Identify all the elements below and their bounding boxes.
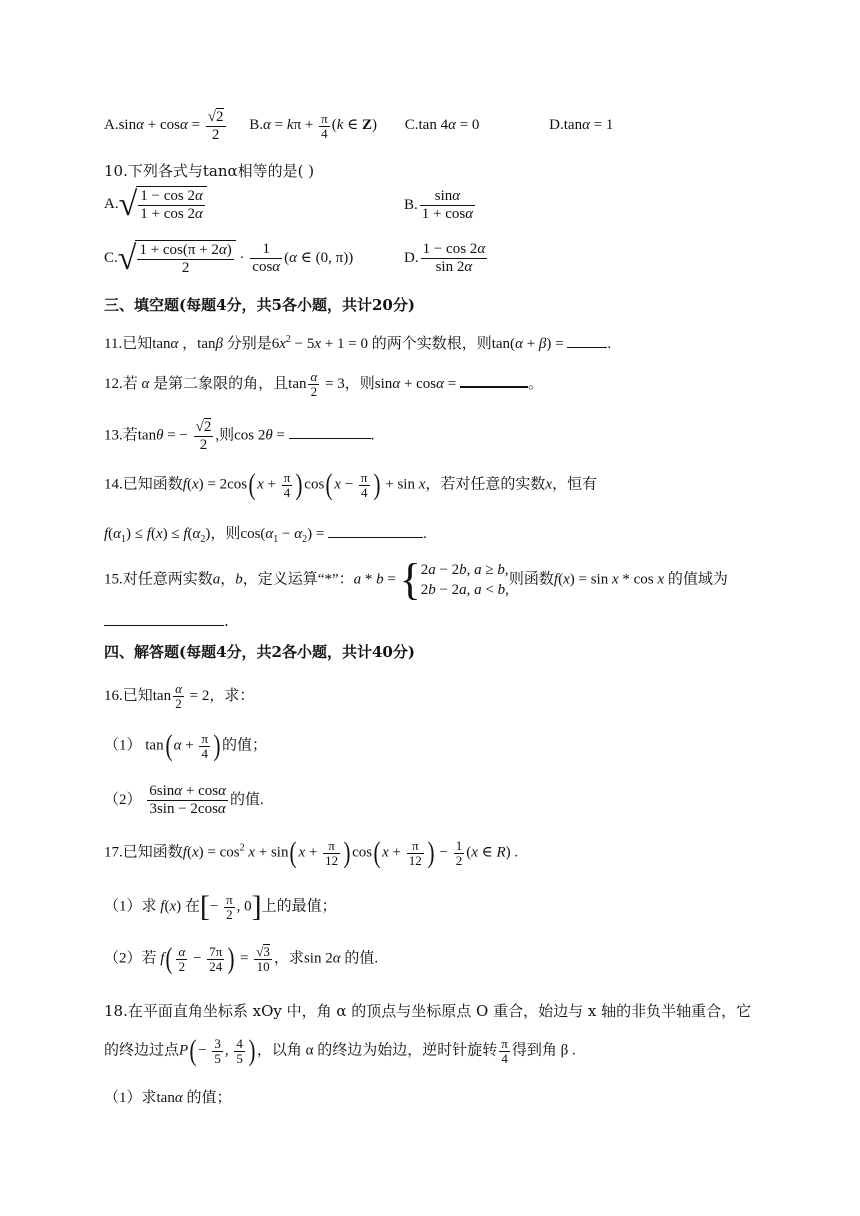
q16-stem: 16.已知tan $\frac{\alpha}{2}$ = 2，求： bbox=[104, 681, 255, 711]
q9-option-a: A.sinα + cosα = $\frac{√2}{2}$ bbox=[104, 109, 224, 143]
q9-options bbox=[104, 108, 613, 144]
q16-part1: （1） tan( α + $\frac{\pi}{4}$ ) 的值； bbox=[104, 729, 268, 762]
q10-option-d: D. $\frac{1 - \cos 2\alpha}{\sin 2\alpha}$ bbox=[404, 241, 486, 275]
q15-answer-blank: . bbox=[104, 612, 229, 630]
q16-part2: （2） $\frac{6\sin\alpha + \cos\alpha}{3\sin - 2\cos\alpha}$ 的值. bbox=[104, 783, 264, 817]
q15: 15.对任意两实数a，b，定义运算“*”：a * b = {2a − 2b, a ≥ b, 2b − 2a, a < b,则函数f(x) = sin x * cos x 的值域为 bbox=[104, 555, 728, 604]
q17-stem: 17.已知函数$f(x) = \cos^2 x + \sin$( x + $\frac{\pi}{12}$ ) cos( x + $\frac{\pi}{12}$ ) − $\frac{1}{2}$ (x ∈ R) . bbox=[104, 836, 519, 869]
q12: 12.若 α 是第二象限的角，且tan $\frac{\alpha}{2}$ = 3，则sinα + cosα = 。 bbox=[104, 369, 544, 399]
q18-part1: （1）求tanα 的值； bbox=[104, 1090, 232, 1106]
q17-part1: （1）求 f(x) 在[− $\frac{\pi}{2}$ , 0]上的最值； bbox=[104, 890, 337, 923]
q9-option-c: C.tan 4α = 0 bbox=[404, 117, 480, 134]
q14-line1: 14.已知函数f(x) = 2cos( x + $\frac{\pi}{4}$ ) cos( x − $\frac{\pi}{4}$ ) + sin x，若对任意的实数x，恒有 bbox=[104, 468, 598, 501]
section-3-heading: 三、填空题(每题4分，共5各小题，共计20分) bbox=[104, 296, 415, 314]
q10-stem: 10.下列各式与tanα相等的是( ) bbox=[104, 162, 315, 180]
section-4-heading: 四、解答题(每题4分，共2各小题，共计40分) bbox=[104, 643, 415, 661]
q13: 13.若tanθ = − $\frac{√2}{2}$ ,则cos 2θ = . bbox=[104, 419, 375, 453]
q10-option-b: B. $\frac{\sin\alpha}{1 + \cos\alpha}$ bbox=[404, 188, 474, 222]
q17-part2: （2）若 f( $\frac{\alpha}{2}$ − $\frac{7\pi}{24}$ ) = $\frac{√3}{10}$ ，求sin 2α 的值. bbox=[104, 942, 379, 975]
q11: 11.已知tanα ，tanβ 分别是$6x^2 - 5x + 1 = 0$ 的两个实数根，则tan(α + β) = . bbox=[104, 334, 612, 352]
q9-option-b: B.α = kπ + $\frac{\pi}{4}$ (k ∈ Z) bbox=[249, 110, 377, 141]
q10-option-c: C.√ $\frac{1 + \cos(\pi + 2\alpha)}{2}$ · $\frac{1}{\cos\alpha}$ (α ∈ (0, π)) bbox=[104, 239, 354, 277]
q10-option-a: A.√ $\frac{1 - \cos 2\alpha}{1 + \cos 2\alpha}$ bbox=[104, 186, 207, 223]
q18-line1: 18.在平面直角坐标系 xOy 中，角 α 的顶点与坐标原点 O 重合，始边与 x 轴的非负半轴重合，它 bbox=[104, 1002, 752, 1020]
q9-option-d: D.tanα = 1 bbox=[549, 117, 614, 134]
q14-line2: $f(\alpha_1) \le f(x) \le f(\alpha_2)$，则$\cos(\alpha_1 - \alpha_2)$ = . bbox=[104, 526, 427, 545]
q18-line2: 的终边过点P( − $\frac{3}{5}$ , $\frac{4}{5}$ ) ，以角 α 的终边为始边，逆时针旋转 $\frac{\pi}{4}$ 得到角 β . bbox=[104, 1034, 576, 1067]
